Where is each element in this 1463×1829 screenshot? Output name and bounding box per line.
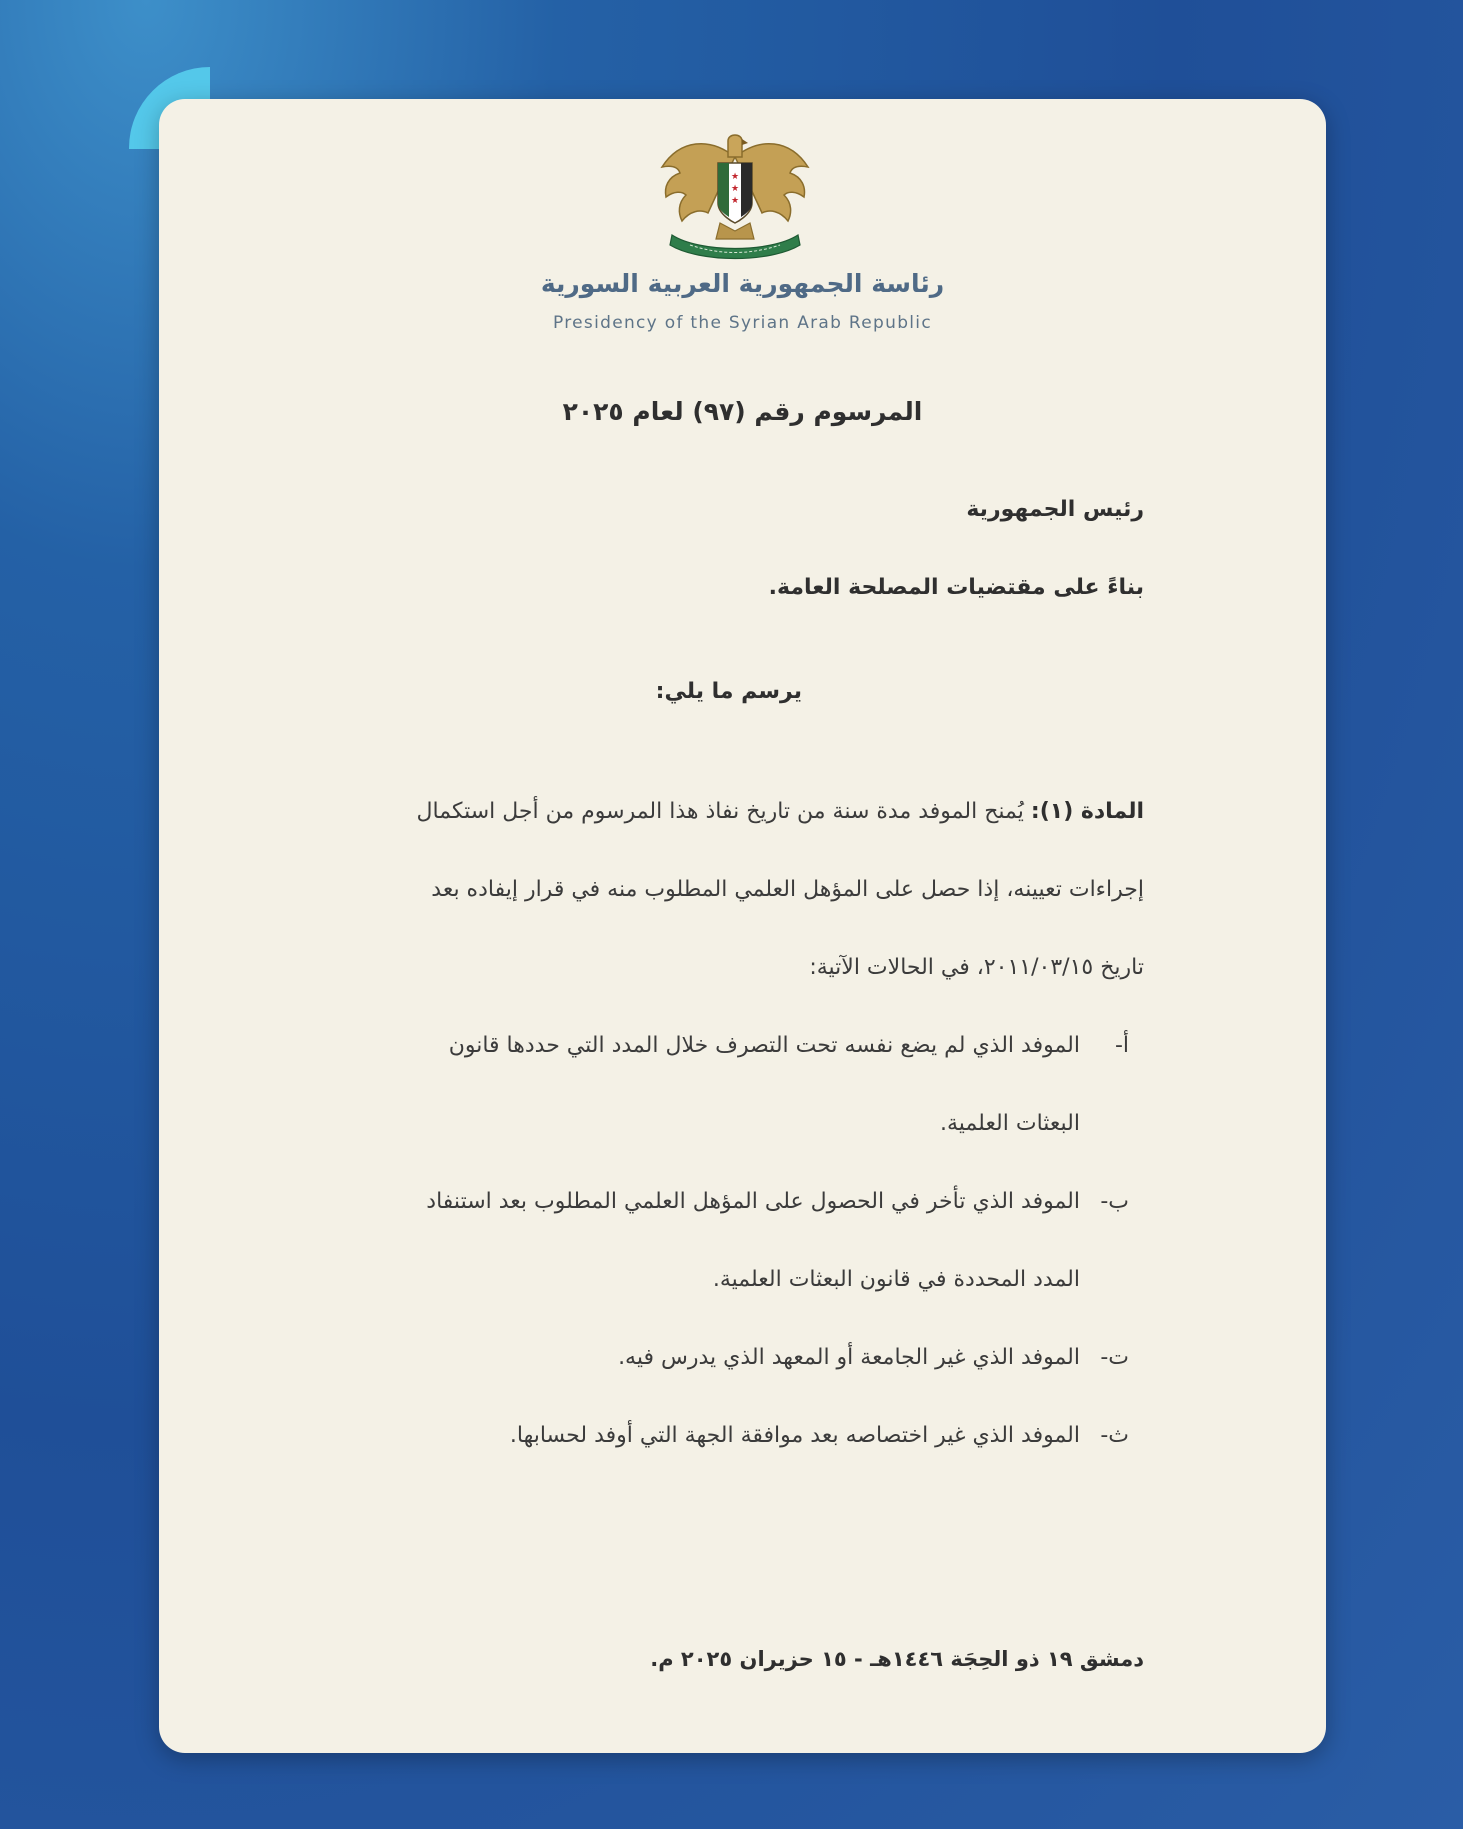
item-b-line-1: الموفد الذي تأخر في الحصول على المؤهل العلمي المطلوب بعد استنفاد bbox=[426, 1189, 1080, 1214]
article-1-text-1: يُمنح الموفد مدة سنة من تاريخ نفاذ هذا المرسوم من أجل استكمال bbox=[416, 799, 1024, 824]
item-a-line-2: البعثات العلمية. bbox=[940, 1111, 1080, 1136]
presidency-title-arabic: رئاسة الجمهورية العربية السورية bbox=[540, 269, 945, 298]
item-a-marker: أ- bbox=[1114, 1033, 1129, 1058]
date-line: دمشق ١٩ ذو الحِجَة ١٤٤٦هـ - ١٥ حزيران ٢٠٢٥ م. bbox=[650, 1647, 1144, 1671]
article-1-line-2: إجراءات تعيينه، إذا حصل على المؤهل العلمي المطلوب منه في قرار إيفاده بعد bbox=[431, 877, 1144, 902]
basis-line: بناءً على مقتضيات المصلحة العامة. bbox=[768, 575, 1144, 600]
presidency-title-english: Presidency of the Syrian Arab Republic bbox=[553, 313, 932, 333]
issuer-line: رئيس الجمهورية bbox=[966, 497, 1144, 522]
item-d-marker: ث- bbox=[1100, 1423, 1129, 1448]
item-c-line-1: الموفد الذي غير الجامعة أو المعهد الذي يدرس فيه. bbox=[618, 1345, 1080, 1370]
decree-document bbox=[159, 99, 1326, 1753]
item-c-marker: ت- bbox=[1100, 1345, 1129, 1370]
decrees-intro: يرسم ما يلي: bbox=[655, 679, 802, 704]
svg-text:★: ★ bbox=[730, 184, 740, 194]
item-d-line-1: الموفد الذي غير اختصاصه بعد موافقة الجهة التي أوفد لحسابها. bbox=[509, 1423, 1080, 1448]
article-1-line-3: تاريخ ٢٠١١/٠٣/١٥، في الحالات الآتية: bbox=[809, 955, 1144, 980]
article-1-line-1 bbox=[417, 799, 1144, 824]
item-a-line-1: الموفد الذي لم يضع نفسه تحت التصرف خلال المدد التي حددها قانون bbox=[448, 1033, 1080, 1058]
item-b-marker: ب- bbox=[1100, 1189, 1129, 1214]
item-b-line-2: المدد المحددة في قانون البعثات العلمية. bbox=[712, 1267, 1080, 1292]
syrian-eagle-emblem-icon bbox=[650, 127, 820, 265]
decree-title: المرسوم رقم (٩٧) لعام ٢٠٢٥ bbox=[562, 397, 923, 426]
svg-text:★: ★ bbox=[730, 172, 740, 182]
svg-text:★: ★ bbox=[730, 196, 740, 206]
article-1-label: المادة (١): bbox=[1030, 799, 1144, 824]
